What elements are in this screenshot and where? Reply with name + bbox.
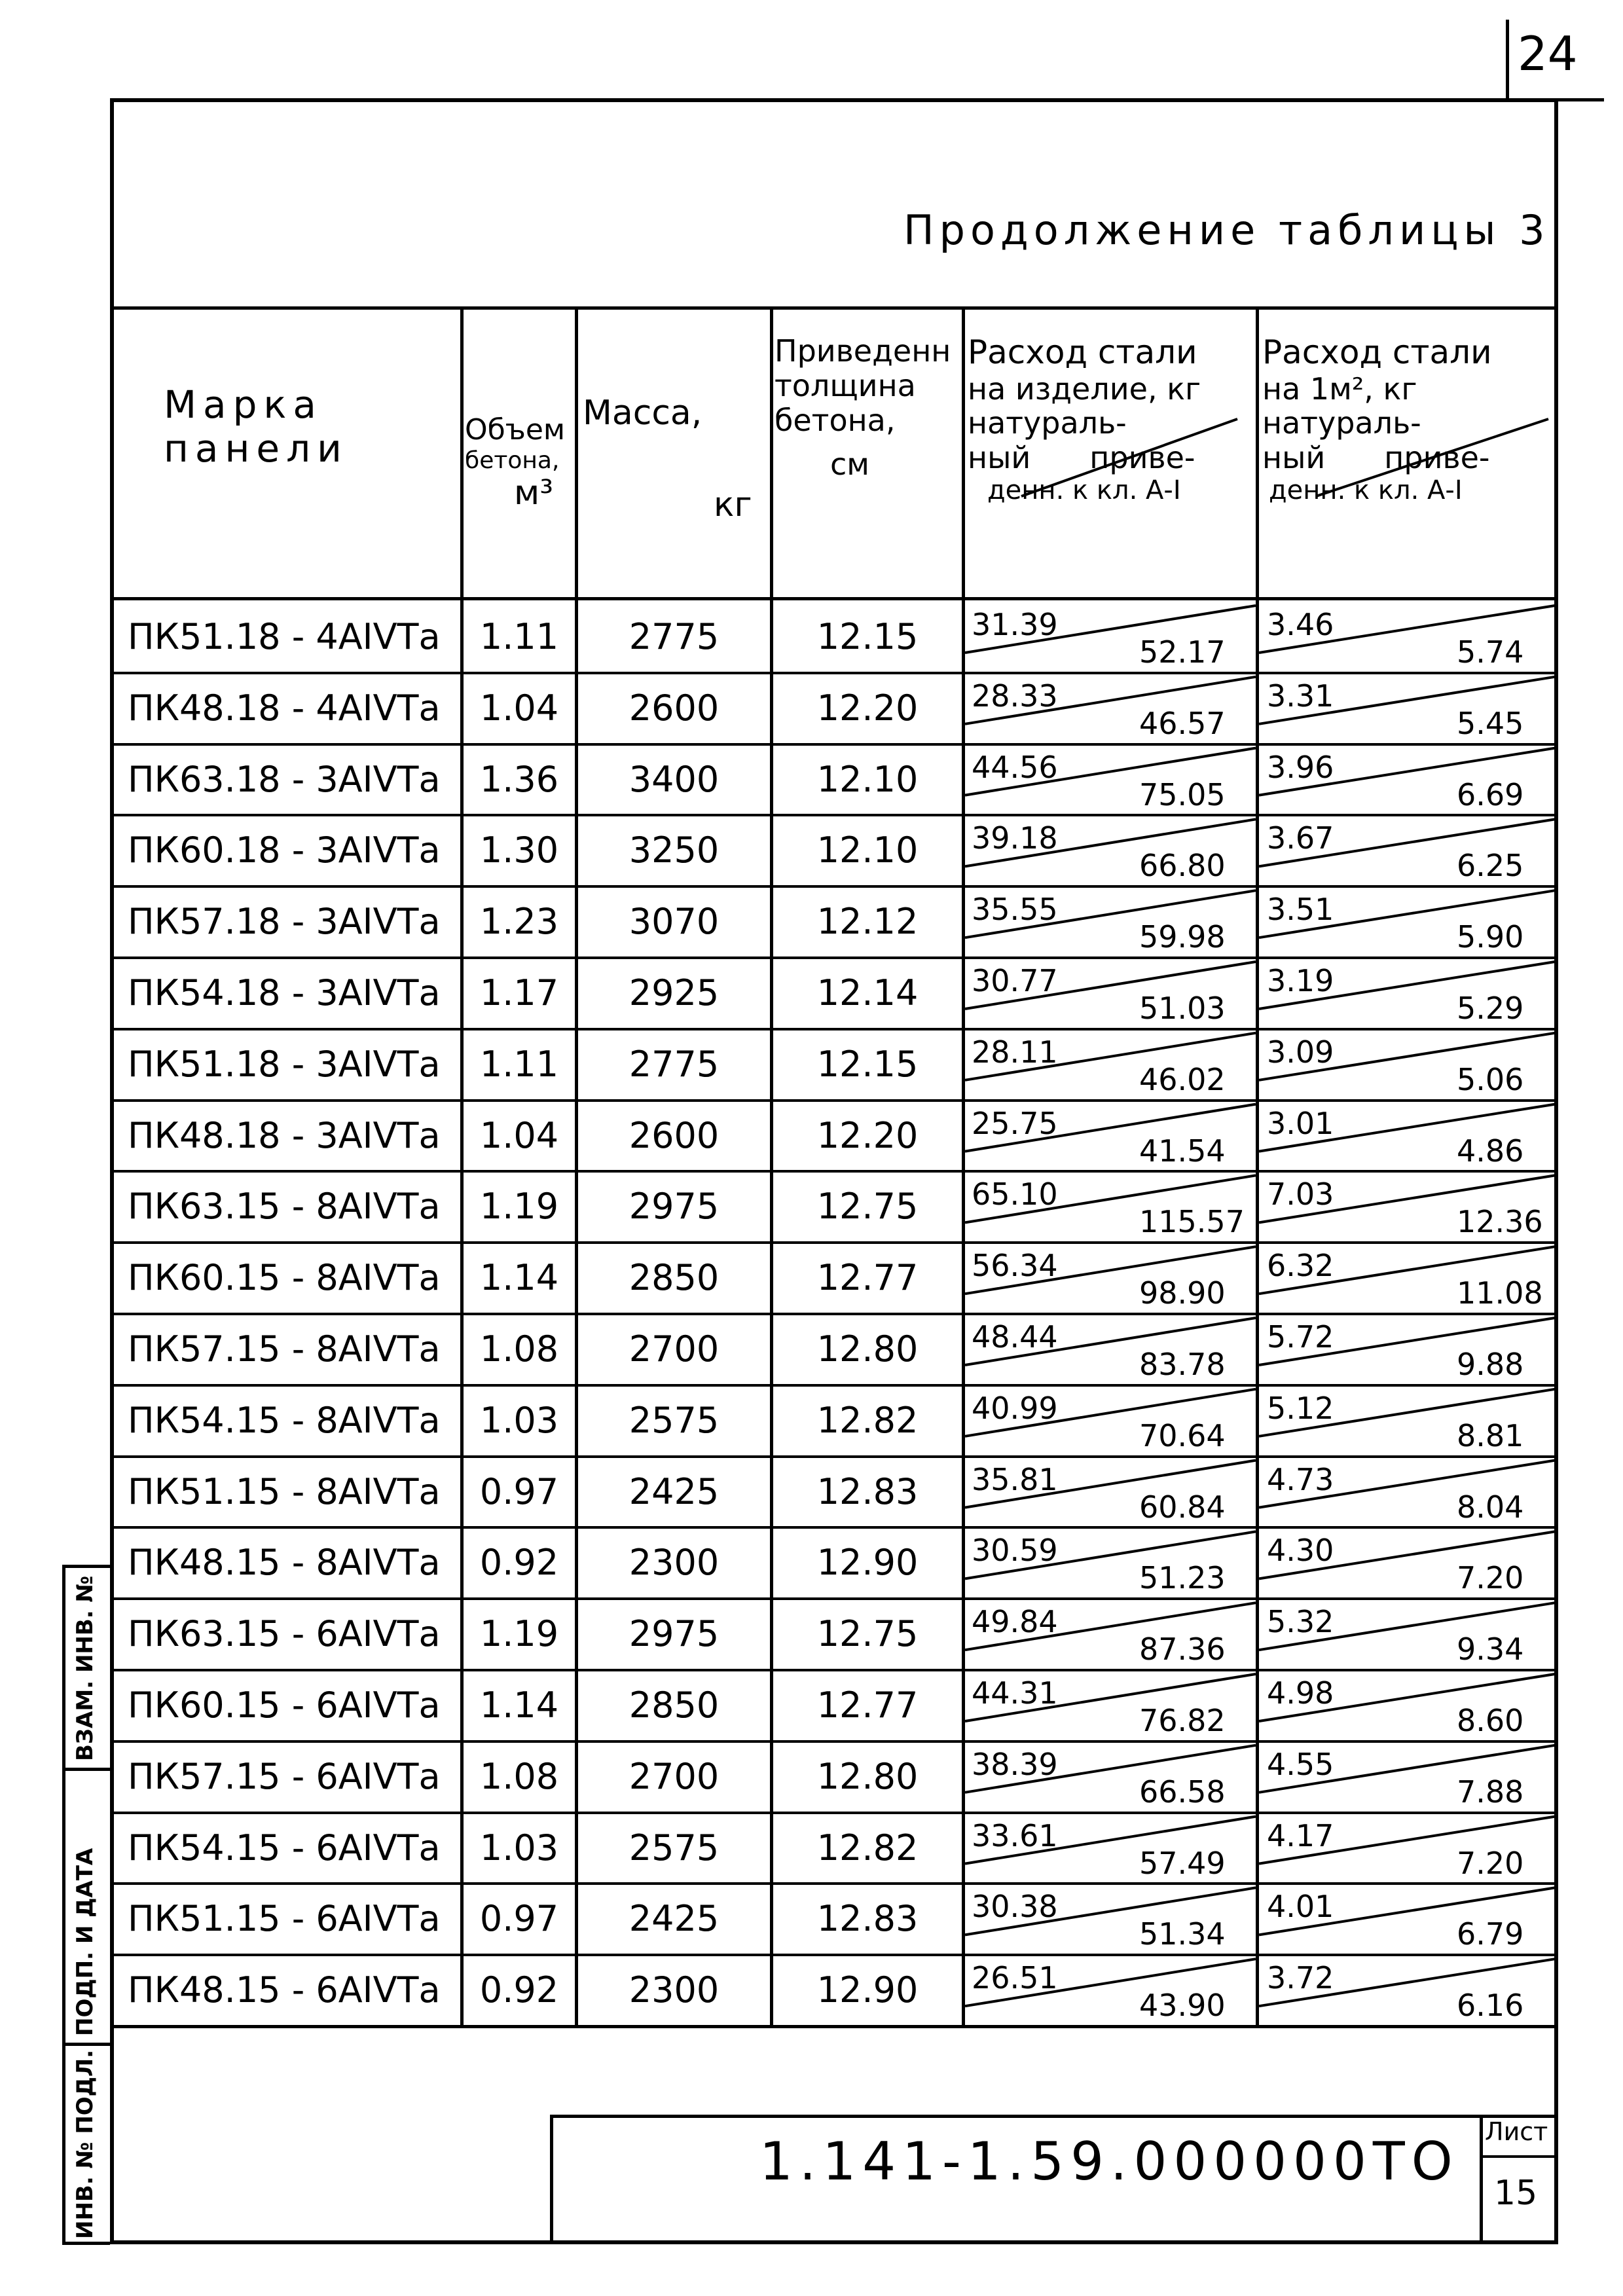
row-thickness: 12.20 (816, 1115, 919, 1156)
row-volume: 1.08 (479, 1328, 559, 1370)
row-line (110, 1882, 1558, 1885)
row-mass: 2575 (629, 1400, 720, 1441)
row-mark: ПК48.15 - 8АIVТа (128, 1542, 441, 1583)
row-m2-natural: 4.17 (1267, 1818, 1334, 1853)
row-thickness: 12.80 (816, 1328, 919, 1370)
row-item-reduced: 46.57 (1139, 706, 1226, 741)
row-volume: 1.03 (479, 1827, 559, 1868)
row-item-reduced: 43.90 (1139, 1988, 1226, 2023)
row-item-reduced: 59.98 (1139, 919, 1226, 955)
row-item-natural: 28.11 (972, 1034, 1058, 1070)
titleblock-sheet-line (1480, 2115, 1483, 2244)
row-volume: 0.97 (479, 1898, 559, 1939)
row-volume: 1.36 (479, 759, 559, 800)
row-thickness: 12.77 (816, 1257, 919, 1298)
row-item-reduced: 66.58 (1139, 1774, 1226, 1810)
row-mark: ПК54.15 - 6АIVТа (128, 1827, 441, 1868)
row-item-natural: 31.39 (972, 607, 1058, 642)
row-line (110, 743, 1558, 746)
row-m2-natural: 3.67 (1267, 820, 1334, 856)
row-item-natural: 39.18 (972, 820, 1058, 856)
row-item-natural: 38.39 (972, 1747, 1058, 1782)
row-line (110, 672, 1558, 674)
row-mass: 3250 (629, 829, 720, 871)
row-mark: ПК54.18 - 3АIVТа (128, 972, 441, 1013)
row-mark: ПК57.15 - 6АIVТа (128, 1756, 441, 1797)
row-mass: 2975 (629, 1613, 720, 1654)
table-title: Продолжение таблицы 3 (903, 206, 1550, 254)
row-m2-reduced: 5.90 (1457, 919, 1524, 955)
row-mass: 3070 (629, 901, 720, 942)
sheet-label: Лист (1485, 2117, 1548, 2146)
row-thickness: 12.80 (816, 1756, 919, 1797)
header-thickness: Приведенн толщина бетона, см (775, 333, 951, 482)
row-volume: 0.97 (479, 1471, 559, 1512)
row-item-reduced: 51.03 (1139, 991, 1226, 1026)
row-mass: 2600 (629, 1115, 720, 1156)
row-m2-natural: 4.55 (1267, 1747, 1334, 1782)
row-m2-natural: 4.73 (1267, 1462, 1334, 1497)
row-thickness: 12.82 (816, 1827, 919, 1868)
row-volume: 1.03 (479, 1400, 559, 1441)
row-m2-natural: 3.31 (1267, 678, 1334, 714)
row-m2-reduced: 6.79 (1457, 1916, 1524, 1952)
document-code: 1.141-1.59.000000ТО (759, 2131, 1459, 2192)
row-m2-natural: 3.72 (1267, 1960, 1334, 1995)
row-item-reduced: 51.34 (1139, 1916, 1226, 1952)
row-m2-reduced: 8.04 (1457, 1489, 1524, 1525)
row-mass: 2575 (629, 1827, 720, 1868)
row-mark: ПК57.15 - 8АIVТа (128, 1328, 441, 1370)
row-mass: 2975 (629, 1186, 720, 1227)
row-line (110, 1597, 1558, 1600)
sheet-number: 15 (1494, 2174, 1538, 2213)
row-m2-reduced: 6.25 (1457, 848, 1524, 883)
row-mark: ПК51.18 - 3АIVТа (128, 1044, 441, 1085)
row-thickness: 12.83 (816, 1898, 919, 1939)
row-m2-reduced: 11.08 (1457, 1275, 1543, 1311)
row-line (110, 1384, 1558, 1387)
row-item-reduced: 51.23 (1139, 1560, 1226, 1595)
row-mark: ПК51.15 - 6АIVТа (128, 1898, 441, 1939)
row-volume: 1.08 (479, 1756, 559, 1797)
header-steel-m2: Расход стали на 1м², кг натураль- ный приве- денн. к кл. А-I (1262, 333, 1492, 506)
row-item-reduced: 75.05 (1139, 777, 1226, 812)
row-m2-reduced: 12.36 (1457, 1204, 1543, 1239)
row-line (110, 814, 1558, 816)
row-m2-reduced: 5.45 (1457, 706, 1524, 741)
stamp-orig-inv: ИНВ. № ПОДЛ. (72, 2049, 98, 2239)
row-line (110, 1241, 1558, 1244)
titleblock-sheet-divider (1480, 2155, 1558, 2158)
row-m2-reduced: 7.20 (1457, 1560, 1524, 1595)
row-thickness: 12.75 (816, 1186, 919, 1227)
stamp-sign-date: ПОДП. И ДАТА (72, 1848, 98, 2036)
row-volume: 1.19 (479, 1186, 559, 1227)
row-mass: 2425 (629, 1471, 720, 1512)
header-steel-item: Расход стали на изделие, кг натураль- ный приве- денн. к кл. А-I (968, 333, 1201, 506)
page-number: 24 (1518, 26, 1578, 81)
row-mass: 2775 (629, 616, 720, 657)
header-mark: Марка панели (164, 382, 348, 471)
row-mass: 2600 (629, 687, 720, 729)
row-thickness: 12.15 (816, 616, 919, 657)
row-item-natural: 49.84 (972, 1604, 1058, 1639)
row-item-natural: 56.34 (972, 1248, 1058, 1283)
titleblock-top-line (550, 2115, 1558, 2118)
row-mark: ПК63.18 - 3АIVТа (128, 759, 441, 800)
stamp-line-2 (62, 1768, 110, 1771)
stamp-replace-inv: ВЗАМ. ИНВ. № (72, 1575, 98, 1761)
row-mark: ПК63.15 - 6АIVТа (128, 1613, 441, 1654)
row-m2-natural: 5.32 (1267, 1604, 1334, 1639)
row-item-natural: 48.44 (972, 1319, 1058, 1355)
row-m2-reduced: 7.20 (1457, 1846, 1524, 1881)
row-item-natural: 35.55 (972, 892, 1058, 927)
row-m2-reduced: 6.16 (1457, 1988, 1524, 2023)
row-thickness: 12.90 (816, 1969, 919, 2011)
row-thickness: 12.90 (816, 1542, 919, 1583)
row-mass: 2300 (629, 1542, 720, 1583)
row-mass: 2300 (629, 1969, 720, 2011)
row-volume: 0.92 (479, 1969, 559, 2011)
row-m2-natural: 5.12 (1267, 1391, 1334, 1426)
row-item-natural: 30.38 (972, 1889, 1058, 1924)
row-volume: 1.11 (479, 1044, 559, 1085)
row-item-natural: 25.75 (972, 1106, 1058, 1141)
row-volume: 1.19 (479, 1613, 559, 1654)
row-mass: 2700 (629, 1328, 720, 1370)
row-item-natural: 44.31 (972, 1675, 1058, 1711)
row-m2-natural: 3.09 (1267, 1034, 1334, 1070)
row-thickness: 12.82 (816, 1400, 919, 1441)
row-item-reduced: 83.78 (1139, 1347, 1226, 1382)
row-thickness: 12.15 (816, 1044, 919, 1085)
row-volume: 1.04 (479, 1115, 559, 1156)
row-m2-reduced: 8.81 (1457, 1418, 1524, 1453)
row-item-reduced: 52.17 (1139, 634, 1226, 670)
row-mark: ПК51.15 - 8АIVТа (128, 1471, 441, 1512)
row-item-natural: 40.99 (972, 1391, 1058, 1426)
row-m2-reduced: 5.74 (1457, 634, 1524, 670)
row-item-natural: 33.61 (972, 1818, 1058, 1853)
row-mass: 2925 (629, 972, 720, 1013)
titleblock-left-line (550, 2115, 553, 2244)
stamp-line-4 (62, 2242, 110, 2245)
row-mark: ПК63.15 - 8АIVТа (128, 1186, 441, 1227)
stamp-line-1 (62, 1565, 110, 1568)
row-mass: 2850 (629, 1685, 720, 1726)
row-line (110, 1740, 1558, 1743)
row-line (110, 1313, 1558, 1315)
row-mark: ПК48.18 - 3АIVТа (128, 1115, 441, 1156)
row-line (110, 885, 1558, 888)
row-item-reduced: 46.02 (1139, 1062, 1226, 1097)
row-line (110, 1028, 1558, 1030)
row-line (110, 1099, 1558, 1102)
row-m2-natural: 5.72 (1267, 1319, 1334, 1355)
row-item-natural: 65.10 (972, 1176, 1058, 1212)
row-item-reduced: 57.49 (1139, 1846, 1226, 1881)
row-m2-natural: 3.51 (1267, 892, 1334, 927)
row-m2-natural: 4.98 (1267, 1675, 1334, 1711)
row-mark: ПК60.15 - 6АIVТа (128, 1685, 441, 1726)
row-line (110, 1669, 1558, 1671)
row-m2-reduced: 8.60 (1457, 1703, 1524, 1738)
row-mark: ПК48.18 - 4АIVТа (128, 687, 441, 729)
row-item-reduced: 60.84 (1139, 1489, 1226, 1525)
row-mark: ПК48.15 - 6АIVТа (128, 1969, 441, 2011)
row-m2-natural: 3.46 (1267, 607, 1334, 642)
row-volume: 0.92 (479, 1542, 559, 1583)
row-mark: ПК57.18 - 3АIVТа (128, 901, 441, 942)
row-line (110, 1812, 1558, 1814)
row-m2-reduced: 6.69 (1457, 777, 1524, 812)
row-line (110, 1170, 1558, 1173)
row-item-natural: 28.33 (972, 678, 1058, 714)
row-m2-natural: 4.01 (1267, 1889, 1334, 1924)
row-volume: 1.14 (479, 1685, 559, 1726)
row-mark: ПК51.18 - 4АIVТа (128, 616, 441, 657)
row-item-reduced: 76.82 (1139, 1703, 1226, 1738)
row-line (110, 957, 1558, 959)
row-volume: 1.23 (479, 901, 559, 942)
row-m2-natural: 7.03 (1267, 1176, 1334, 1212)
row-thickness: 12.75 (816, 1613, 919, 1654)
row-mass: 2700 (629, 1756, 720, 1797)
row-item-natural: 30.59 (972, 1533, 1058, 1568)
row-m2-reduced: 5.06 (1457, 1062, 1524, 1097)
row-m2-natural: 3.96 (1267, 750, 1334, 785)
row-volume: 1.11 (479, 616, 559, 657)
row-volume: 1.30 (479, 829, 559, 871)
stamp-left-line (62, 1565, 65, 2244)
row-thickness: 12.77 (816, 1685, 919, 1726)
row-m2-reduced: 7.88 (1457, 1774, 1524, 1810)
row-m2-natural: 3.19 (1267, 963, 1334, 998)
row-mark: ПК54.15 - 8АIVТа (128, 1400, 441, 1441)
row-volume: 1.14 (479, 1257, 559, 1298)
row-item-reduced: 41.54 (1139, 1133, 1226, 1169)
row-thickness: 12.10 (816, 759, 919, 800)
row-m2-natural: 3.01 (1267, 1106, 1334, 1141)
row-thickness: 12.14 (816, 972, 919, 1013)
row-line (110, 1455, 1558, 1458)
row-thickness: 12.20 (816, 687, 919, 729)
stamp-line-3 (62, 2043, 110, 2046)
row-m2-reduced: 5.29 (1457, 991, 1524, 1026)
row-item-natural: 26.51 (972, 1960, 1058, 1995)
row-item-natural: 35.81 (972, 1462, 1058, 1497)
row-line (110, 1526, 1558, 1529)
row-item-reduced: 115.57 (1139, 1204, 1245, 1239)
row-m2-natural: 6.32 (1267, 1248, 1334, 1283)
header-volume: Объем бетона, м³ (465, 413, 566, 513)
row-item-reduced: 70.64 (1139, 1418, 1226, 1453)
row-m2-natural: 4.30 (1267, 1533, 1334, 1568)
row-item-reduced: 66.80 (1139, 848, 1226, 883)
row-mark: ПК60.15 - 8АIVТа (128, 1257, 441, 1298)
row-volume: 1.17 (479, 972, 559, 1013)
row-mass: 2775 (629, 1044, 720, 1085)
row-thickness: 12.10 (816, 829, 919, 871)
row-line (110, 1954, 1558, 1956)
row-mass: 2850 (629, 1257, 720, 1298)
row-thickness: 12.83 (816, 1471, 919, 1512)
row-m2-reduced: 9.88 (1457, 1347, 1524, 1382)
row-item-natural: 30.77 (972, 963, 1058, 998)
row-mark: ПК60.18 - 3АIVТа (128, 829, 441, 871)
header-mass: Масса, кг (583, 393, 752, 524)
row-m2-reduced: 4.86 (1457, 1133, 1524, 1169)
row-volume: 1.04 (479, 687, 559, 729)
row-mass: 3400 (629, 759, 720, 800)
row-thickness: 12.12 (816, 901, 919, 942)
row-item-reduced: 98.90 (1139, 1275, 1226, 1311)
row-item-natural: 44.56 (972, 750, 1058, 785)
row-mass: 2425 (629, 1898, 720, 1939)
row-m2-reduced: 9.34 (1457, 1631, 1524, 1667)
row-item-reduced: 87.36 (1139, 1631, 1226, 1667)
